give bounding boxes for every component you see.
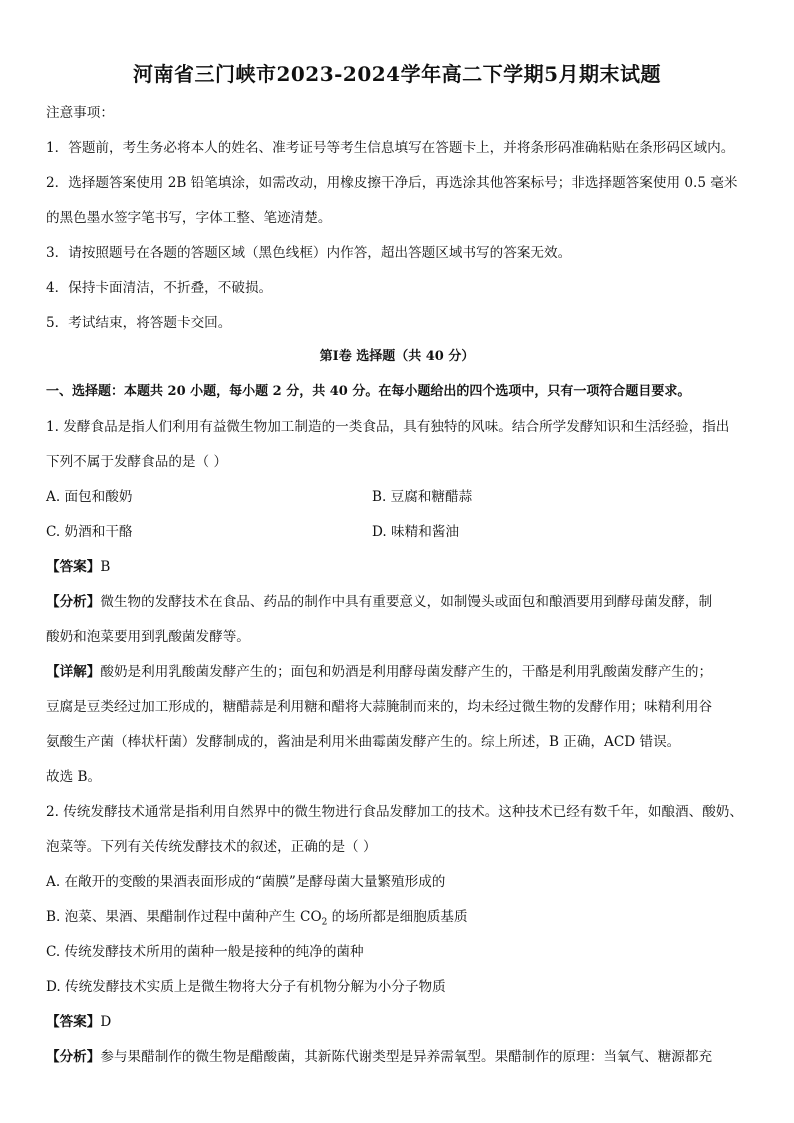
q2-option-b-text: B. 泡菜、果酒、果醋制作过程中菌种产生 CO [46,909,322,925]
q1-stem-line-2: 下列不属于发酵食品的是（ ） [46,454,228,470]
notice-item-1: 1．答题前，考生务必将本人的姓名、准考证号等考生信息填写在答题卡上，并将条形码准确粘贴在条形码区域内。 [46,140,735,156]
q1-analysis-text-1: 微生物的发酵技术在食品、药品的制作中具有重要意义，如制馒头或面包和酿酒要用到酵母菌发酵，制 [100,594,713,610]
q1-answer [46,557,110,577]
q2-option-c: C. 传统发酵技术所用的菌种一般是接种的纯净的菌种 [46,944,364,960]
q1-option-b: B. 豆腐和糖醋蒜 [372,489,473,505]
section-title: 第Ⅰ卷 选择题（共 40 分） [319,349,475,364]
notice-item-3: 3．请按照题号在各题的答题区域（黑色线框）内作答，超出答题区域书写的答案无效。 [46,245,572,261]
q2-answer-label: 【答案】 [46,1014,101,1030]
q2-analysis-text-1: 参与果醋制作的微生物是醋酸菌，其新陈代谢类型是异养需氧型。果醋制作的原理：当氧气、糖源都充 [100,1049,713,1065]
q1-conclusion: 故选 B。 [46,769,102,785]
q1-detail-line-1 [46,662,712,682]
q1-answer-value: B [100,559,111,575]
q1-analysis-line-2: 酸奶和泡菜要用到乳酸菌发酵等。 [46,629,250,645]
q1-detail-line-3: 氨酸生产菌（棒状杆菌）发酵制成的，酱油是利用米曲霉菌发酵产生的。综上所述，B 正确，ACD 错误。 [46,734,681,750]
q2-option-b-text-end: 的场所都是细胞质基质 [327,909,468,925]
section-instruction: 一、选择题：本题共 20 小题，每小题 2 分，共 40 分。在每小题给出的四个选项中，只有一项符合题目要求。 [46,384,691,399]
q1-detail-line-2: 豆腐是豆类经过加工形成的，糖醋蒜是利用糖和醋将大蒜腌制而来的，均未经过微生物的发酵作用；味精利用谷 [46,699,713,715]
q2-analysis-line-1 [46,1047,712,1067]
q1-answer-label: 【答案】 [46,559,101,575]
q1-option-a: A. 面包和酸奶 [46,489,133,505]
notice-item-2: 2．选择题答案使用 2B 铅笔填涂，如需改动，用橡皮擦干净后，再选涂其他答案标号；非选择题答案使用 0.5 毫米 [46,175,738,191]
q1-detail-label: 【详解】 [46,664,101,680]
q1-detail-text-1: 酸奶是利用乳酸菌发酵产生的；面包和奶酒是利用酵母菌发酵产生的，干酪是利用乳酸菌发酵产生的； [100,664,713,680]
notice-item-2-cont: 的黑色墨水签字笔书写，字体工整、笔迹清楚。 [46,210,332,226]
q2-stem-line-2: 泡菜等。下列有关传统发酵技术的叙述，正确的是（ ） [46,839,377,855]
notice-item-4: 4．保持卡面清洁，不折叠，不破损。 [46,280,273,296]
q2-option-d: D. 传统发酵技术实质上是微生物将大分子有机物分解为小分子物质 [46,979,446,995]
q1-option-c: C. 奶酒和干酪 [46,524,133,540]
q2-answer-value: D [100,1014,112,1030]
notice-item-5: 5．考试结束，将答题卡交回。 [46,315,232,331]
q2-analysis-label: 【分析】 [46,1049,101,1065]
q1-stem-line-1: 1. 发酵食品是指人们利用有益微生物加工制造的一类食品，具有独特的风味。结合所学发酵知识和生活经验，指出 [46,419,730,435]
notice-heading: 注意事项： [46,105,114,121]
q2-answer [46,1012,111,1032]
page-title: 河南省三门峡市2023-2024学年高二下学期5月期末试题 [132,62,662,86]
q1-analysis-line-1 [46,592,712,612]
q2-stem-line-1: 2. 传统发酵技术通常是指利用自然界中的微生物进行食品发酵加工的技术。这种技术已经有数千年，如酿酒、酸奶、 [46,804,743,820]
q2-option-a: A. 在敞开的变酸的果酒表面形成的“菌膜”是酵母菌大量繁殖形成的 [46,874,446,890]
q2-option-b-subscript: 2 [321,917,328,928]
q1-analysis-label: 【分析】 [46,594,101,610]
q2-option-b [46,907,468,933]
q1-option-d: D. 味精和酱油 [372,524,460,540]
